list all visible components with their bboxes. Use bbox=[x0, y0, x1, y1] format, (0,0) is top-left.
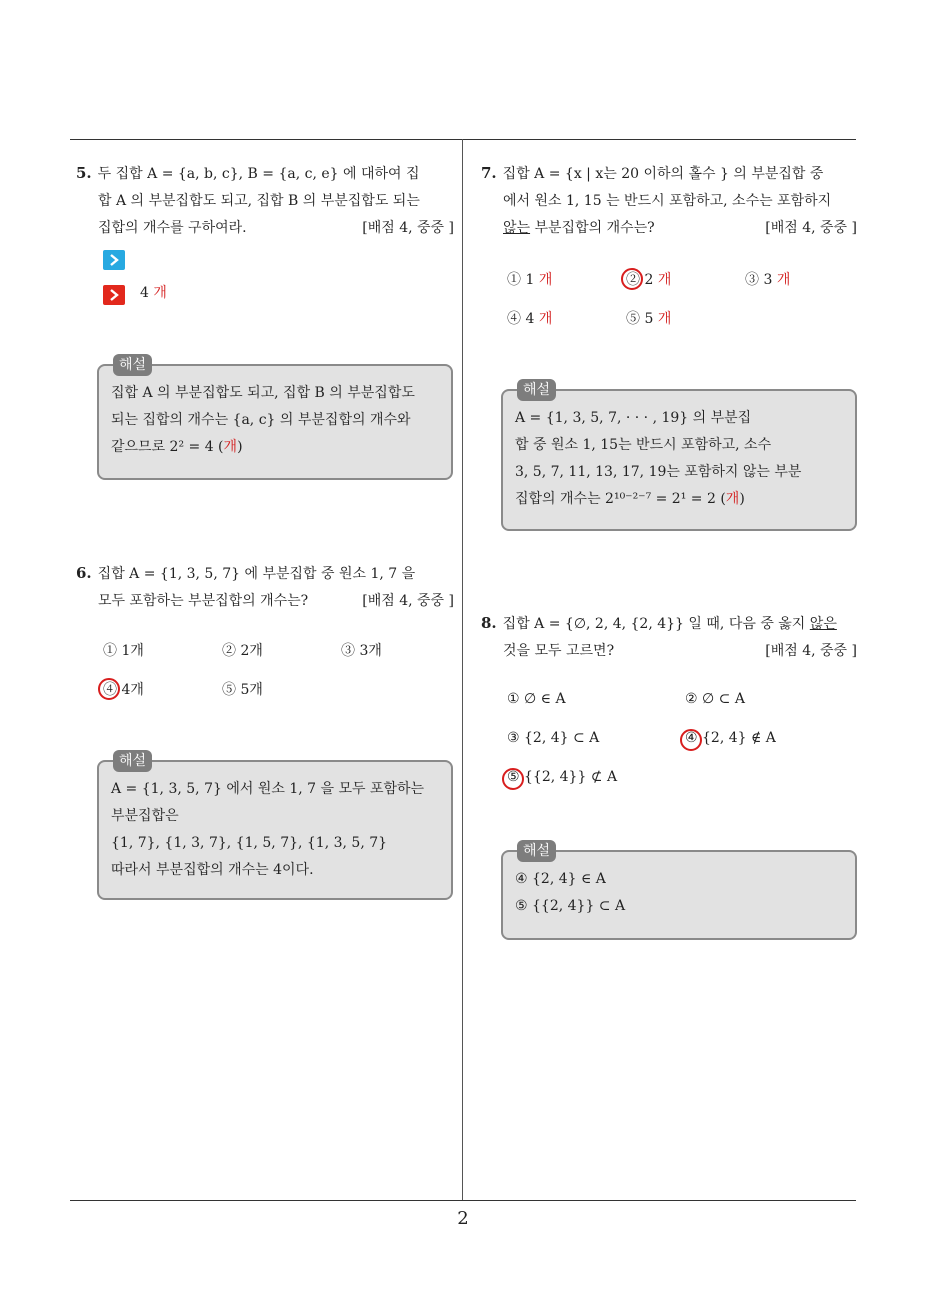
solution-tag: 해설 bbox=[113, 750, 152, 772]
solution-box bbox=[97, 753, 453, 900]
solution-line: 따라서 부분집합의 개수는 4이다. bbox=[111, 862, 314, 878]
question-7 bbox=[481, 160, 857, 242]
chevron-right-icon bbox=[108, 289, 120, 301]
question-text-line: 에서 원소 1, 15 는 반드시 포함하고, 소수는 포함하지 bbox=[503, 193, 832, 209]
solution-line: 집합 A 의 부분집합도 되고, 집합 B 의 부분집합도 bbox=[111, 385, 415, 401]
question-meta: [배점 4, 중중 ] bbox=[362, 593, 454, 609]
solution-tag: 해설 bbox=[113, 354, 152, 376]
selected-circle-icon bbox=[98, 678, 120, 700]
question-text-line: 모두 포함하는 부분집합의 개수는? [배점 4, 중중 ] bbox=[76, 588, 454, 615]
solution-tag: 해설 bbox=[517, 379, 556, 401]
option-4[interactable]: ④ 4개 bbox=[103, 679, 144, 699]
solution-line: 부분집합은 bbox=[111, 808, 179, 824]
column-divider bbox=[462, 139, 463, 1201]
option-1[interactable]: ① 1 개 bbox=[507, 272, 553, 288]
option-5[interactable]: ⑤ {{2, 4}} ⊄ A bbox=[507, 769, 617, 785]
question-text-line: 집합의 개수를 구하여라. [배점 4, 중중 ] bbox=[76, 215, 454, 242]
question-number: 8. bbox=[481, 614, 497, 632]
question-text-line: 두 집합 A = {a, b, c}, B = {a, c, e} 에 대하여 집 bbox=[97, 166, 420, 182]
question-meta: [배점 4, 중중 ] bbox=[362, 220, 454, 236]
question-text-line: 집합 A = {x | x는 20 이하의 홀수 } 의 부분집합 중 bbox=[502, 166, 824, 182]
selected-circle-icon bbox=[680, 729, 702, 751]
option-5[interactable]: ⑤ 5 개 bbox=[626, 311, 672, 327]
question-text-line: 합 A 의 부분집합도 되고, 집합 B 의 부분집합도 되는 bbox=[98, 193, 420, 209]
solution-line: 되는 집합의 개수는 {a, c} 의 부분집합의 개수와 bbox=[111, 412, 411, 428]
question-text-line: 않는 부분집합의 개수는? [배점 4, 중중 ] bbox=[481, 215, 857, 242]
solution-line: 3, 5, 7, 11, 13, 17, 19는 포함하지 않는 부분 bbox=[515, 464, 802, 480]
option-5[interactable]: ⑤ 5개 bbox=[222, 682, 263, 698]
solution-line: {1, 7}, {1, 3, 7}, {1, 5, 7}, {1, 3, 5, 7} bbox=[111, 835, 388, 851]
question-text-line: 것을 모두 고르면? [배점 4, 중중 ] bbox=[481, 638, 857, 665]
option-3[interactable]: ③ 3 개 bbox=[745, 272, 791, 288]
option-2[interactable]: ② 2개 bbox=[222, 643, 263, 659]
answer-text: 4 개 bbox=[140, 285, 167, 301]
solution-box bbox=[97, 357, 453, 480]
option-4[interactable]: ④ {2, 4} ∉ A bbox=[685, 730, 776, 746]
selected-circle-icon bbox=[621, 268, 643, 290]
question-meta: [배점 4, 중중 ] bbox=[765, 220, 857, 236]
question-number: 5. bbox=[76, 164, 92, 182]
solution-box bbox=[501, 382, 857, 531]
bottom-rule bbox=[70, 1200, 856, 1201]
solution-box bbox=[501, 843, 857, 940]
option-1[interactable]: ① 1개 bbox=[103, 643, 144, 659]
answer-toggle-button[interactable] bbox=[103, 285, 125, 305]
option-3[interactable]: ③ 3개 bbox=[341, 643, 382, 659]
question-6 bbox=[76, 560, 454, 615]
option-1[interactable]: ① ∅ ∈ A bbox=[507, 691, 566, 707]
option-3[interactable]: ③ {2, 4} ⊂ A bbox=[507, 730, 600, 746]
question-text-line: 집합 A = {∅, 2, 4, {2, 4}} 일 때, 다음 중 옳지 bbox=[502, 616, 810, 632]
solution-line: ④ {2, 4} ∈ A bbox=[515, 871, 606, 887]
solution-line: A = {1, 3, 5, 7, · · · , 19} 의 부분집 bbox=[515, 410, 752, 426]
question-number: 7. bbox=[481, 164, 497, 182]
page-number: 2 bbox=[457, 1208, 469, 1229]
option-4[interactable]: ④ 4 개 bbox=[507, 311, 553, 327]
solution-tag: 해설 bbox=[517, 840, 556, 862]
selected-circle-icon bbox=[502, 768, 524, 790]
question-5 bbox=[76, 160, 454, 242]
question-text-line: 집합 A = {1, 3, 5, 7} 에 부분집합 중 원소 1, 7 을 bbox=[97, 566, 416, 582]
question-number: 6. bbox=[76, 564, 92, 582]
solution-line: 합 중 원소 1, 15는 반드시 포함하고, 소수 bbox=[515, 437, 772, 453]
chevron-right-icon bbox=[108, 254, 120, 266]
solution-line: 같으므로 2² = 4 (개) bbox=[111, 439, 243, 455]
solution-line: ⑤ {{2, 4}} ⊂ A bbox=[515, 898, 626, 914]
question-meta: [배점 4, 중중 ] bbox=[765, 643, 857, 659]
solution-line: 집합의 개수는 2¹⁰⁻²⁻⁷ = 2¹ = 2 (개) bbox=[515, 491, 745, 507]
question-8: 8. 집합 A = {∅, 2, 4, {2, 4}} 일 때, 다음 중 옳지 않은 것을 모두 고르면? [배점 4, 중중 ] bbox=[481, 610, 857, 665]
option-2[interactable]: ② ∅ ⊂ A bbox=[685, 691, 745, 707]
option-2[interactable]: ② 2 개 bbox=[626, 269, 671, 289]
solution-line: A = {1, 3, 5, 7} 에서 원소 1, 7 을 모두 포함하는 bbox=[111, 781, 425, 797]
top-rule bbox=[70, 139, 856, 140]
show-answer-button[interactable] bbox=[103, 250, 125, 270]
